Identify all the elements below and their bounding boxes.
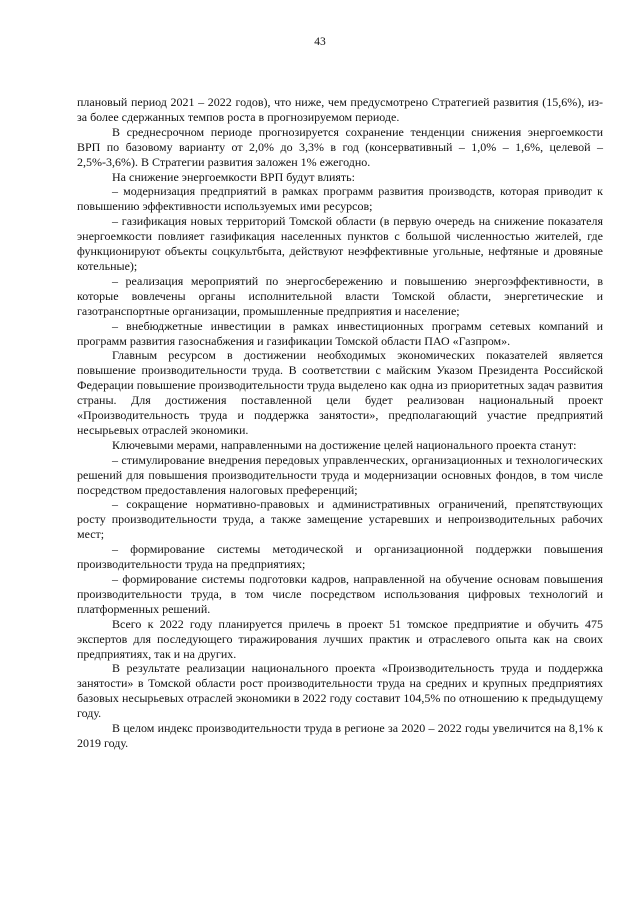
- paragraph-productivity-resource: Главным ресурсом в достижении необходимых экономических показателей является повышение производительности труда. В соответствии с майским Указом Президента Российской Федерации повышение производительности труда выделено как одна из приоритетных задач развития страны. Для достижения поставленной цели будет реализован национальный проект «Производительность труда и поддержка занятости», предполагающий участие предприятий несырьевых отраслей экономики.: [77, 348, 603, 437]
- paragraph-productivity-index: В целом индекс производительности труда в регионе за 2020 – 2022 годы увеличится на 8,1% к 2019 году.: [77, 721, 603, 750]
- list-item-stimulation: – стимулирование внедрения передовых управленческих, организационных и технологических решений для повышения производительности труда и модернизации основных фондов, в том числе посредством предоставления налоговых преференций;: [77, 452, 603, 497]
- list-item-training: – формирование системы подготовки кадров, направленной на обучение основам повышения производительности труда, в том числе посредством использования цифровых технологий и платформенных решений.: [77, 572, 603, 616]
- paragraph-energy-intensity-forecast: В среднесрочном периоде прогнозируется сохранение тенденции снижения энергоемкости ВРП по базовому варианту от 2,0% до 3,3% в год (консервативный – 1,0% – 1,6%, целевой – 2,5%-3,6%). В Стратегии развития заложен 1% ежегодно.: [77, 124, 603, 169]
- paragraph-key-measures-intro: Ключевыми мерами, направленными на достижение целей национального проекта станут:: [112, 437, 577, 452]
- list-item-energy-saving: – реализация мероприятий по энергосбережению и повышению энергоэффективности, в которые вовлечены органы исполнительной власти Томской области, энергетические и газотранспортные организации, промышленные предприятия и население;: [77, 273, 603, 318]
- body-text: [77, 95, 603, 751]
- list-item-reduction: – сокращение нормативно-правовых и административных ограничений, препятствующих росту производительности труда, а также замещение устаревших и непроизводительных рабочих мест;: [77, 497, 603, 542]
- paragraph-enterprises-plan: Всего к 2022 году планируется прилечь в проект 51 томское предприятие и обучить 475 экспертов для последующего тиражирования лучших практик и отраслевого опыта как на своих предприятиях, так и на других.: [77, 616, 603, 661]
- paragraph-project-result: В результате реализации национального проекта «Производительность труда и поддержка занятости» в Томской области рост производительности труда на средних и крупных предприятиях базовых несырьевых отраслей экономики в 2022 году составит 104,5% по отношению к предыдущему году.: [77, 661, 603, 721]
- paragraph-continuation: плановый период 2021 – 2022 годов), что ниже, чем предусмотрено Стратегией развития (15,6%), из-за более сдержанных темпов роста в прогнозируемом периоде.: [77, 95, 603, 124]
- list-item-methodical-support: – формирование системы методической и организационной поддержки повышения производительности труда на предприятиях;: [77, 542, 603, 572]
- list-item-investments: – внебюджетные инвестиции в рамках инвестиционных программ сетевых компаний и программ развития газоснабжения и газификации Томской области ПАО «Газпром».: [77, 318, 603, 348]
- list-item-modernization: – модернизация предприятий в рамках программ развития производств, которая приводит к повышению эффективности используемых ими ресурсов;: [77, 184, 603, 214]
- list-item-gasification: – газификация новых территорий Томской области (в первую очередь на снижение показателя энергоемкости повлияет газификация населенных пунктов с большой численностью жителей, где функционируют объекты соцкультбыта, действуют неэффективные угольные, нефтяные и дровяные котельные);: [77, 214, 603, 273]
- paragraph-factors-intro: На снижение энергоемкости ВРП будут влиять:: [112, 169, 355, 184]
- page-number: 43: [314, 36, 326, 48]
